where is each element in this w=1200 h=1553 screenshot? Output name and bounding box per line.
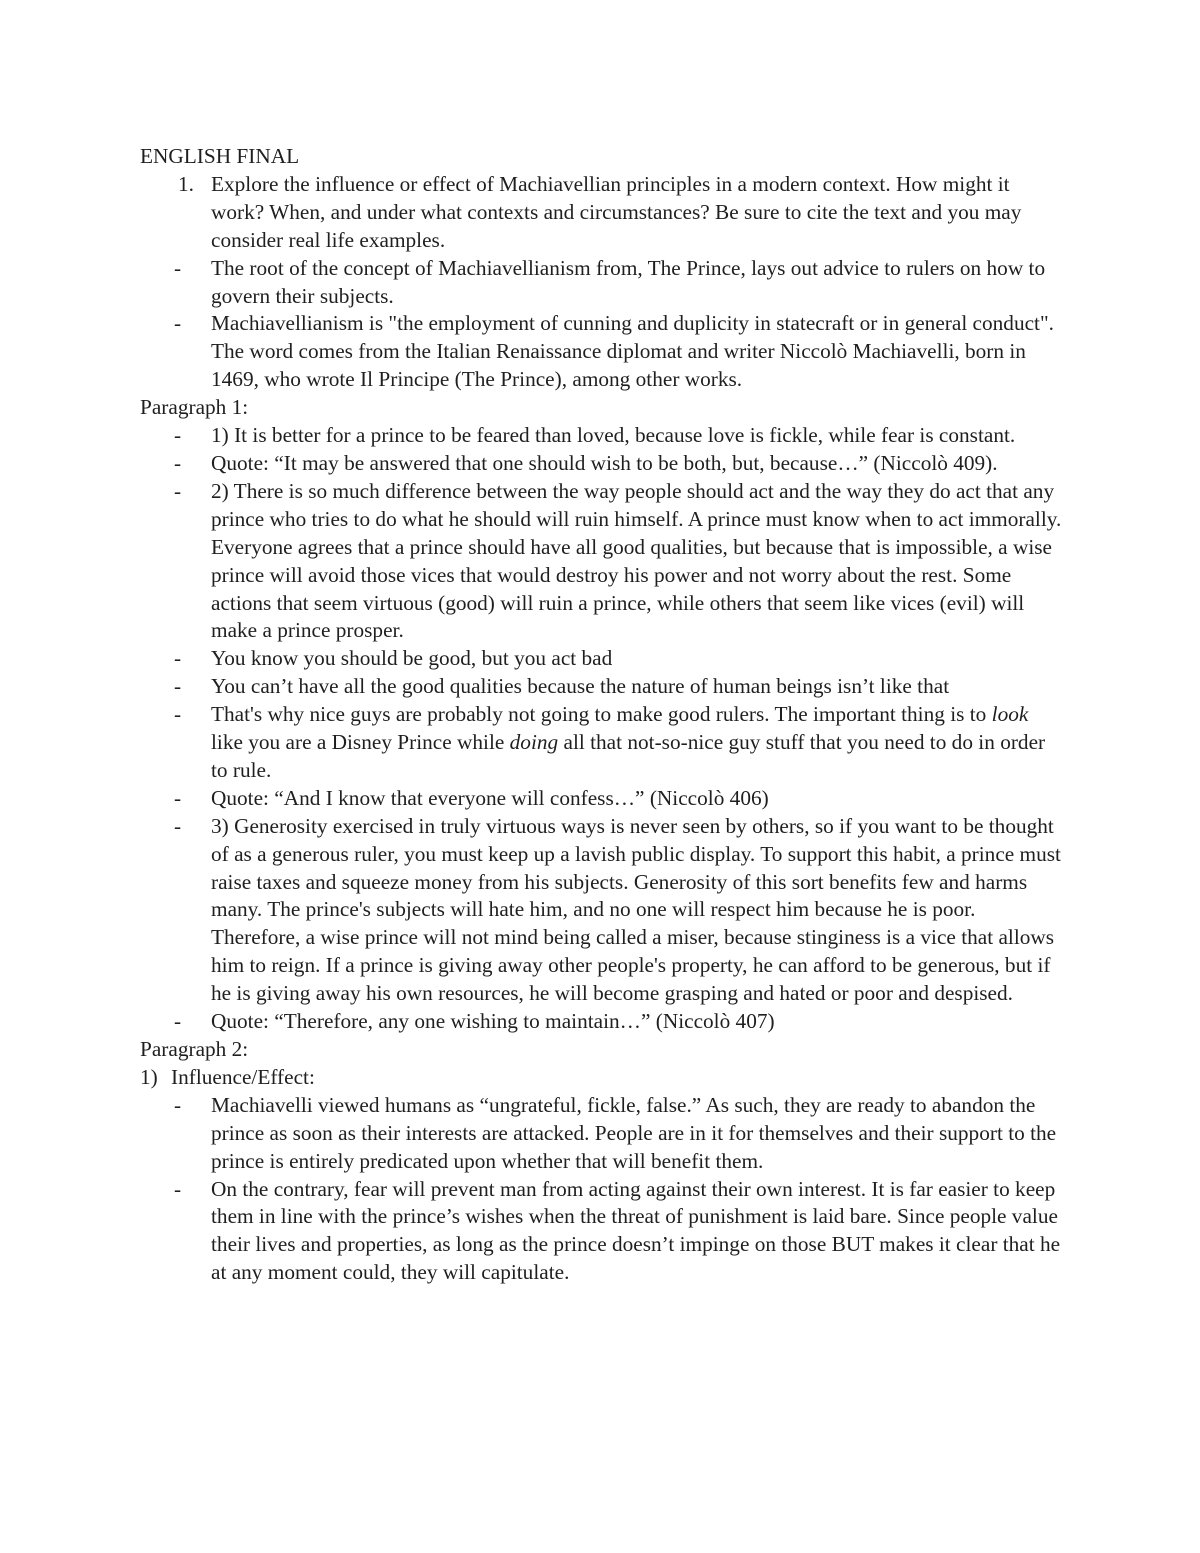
p1-bullet-text: 3) Generosity exercised in truly virtuous ways is never seen by others, so if you want to be thought of as a generous ruler, you must keep up a lavish public display. To support this habit, a prince must raise taxes and squeeze money from his subjects. Generosity of this sort benefits few and harms many. The prince's subjects will hate him, and no one will respect him because he is poor. Therefore, a wise prince will not mind being called a miser, because stinginess is a vice that allows him to reign. If a prince is giving away other people's property, he can afford to be generous, but if he is giving away his own resources, he will become grasping and hated or poor and despised.: [211, 813, 1061, 1006]
intro-bullet-text: The root of the concept of Machiavellianism from, The Prince, lays out advice to rulers on how to govern their subjects.: [211, 255, 1046, 308]
list-item: [140, 785, 1065, 813]
nice-guys-emphasis-doing: doing: [509, 730, 559, 755]
p1-bullet-text: Quote: “And I know that everyone will confess…” (Niccolò 406): [211, 785, 769, 810]
list-item: [140, 310, 1065, 394]
p1-bullet-text: You can’t have all the good qualities because the nature of human beings isn’t like that: [211, 674, 950, 699]
bullet-dash: -: [174, 1092, 182, 1117]
p2-bullet-text: On the contrary, fear will prevent man from acting against their own interest. It is far easier to keep them in line with the prince’s wishes when the threat of punishment is laid bare. Since people value their lives and properties, as long as the prince doesn’t impinge on those BUT makes it clear that he at any moment could, they will capitulate.: [211, 1176, 1061, 1285]
list-item: [140, 450, 1065, 478]
list-item: [140, 673, 1065, 701]
p1-bullet-text: 2) There is so much difference between the way people should act and the way they do act that any prince who tries to do what he should will ruin himself. A prince must know when to act immorally. Everyone agrees that a prince should have all good qualities, but because that is impossible, a wise prince will avoid those vices that would destroy his power and not worry about the rest. Some actions that seem virtuous (good) will ruin a prince, while others that seem like vices (evil) will make a prince prosper.: [211, 478, 1062, 643]
p2-bullet-text: Machiavelli viewed humans as “ungrateful, fickle, false.” As such, they are ready to abandon the prince as soon as their interests are attacked. People are in it for themselves and their support to the prince is entirely predicated upon whether that will benefit them.: [211, 1092, 1057, 1173]
nice-guys-part3: all that not-so-nice guy stuff that you need to do in order to rule.: [211, 730, 1046, 782]
p2-sub-number: 1): [140, 1064, 158, 1089]
bullet-dash: -: [174, 674, 182, 699]
bullet-dash: -: [174, 450, 182, 475]
list-item: [140, 1176, 1065, 1288]
nice-guys-part2: like you are a Disney Prince while: [211, 730, 510, 755]
p1-bullet-text: 1) It is better for a prince to be feared than loved, because love is fickle, while fear is constant.: [211, 423, 1016, 448]
p2-subheading-item: [140, 1064, 1065, 1092]
nice-guys-part1: That's why nice guys are probably not going to make good rulers. The important thing is to: [211, 702, 992, 727]
p1-bullet-text: Quote: “Therefore, any one wishing to maintain…” (Niccolò 407): [211, 1009, 775, 1034]
bullet-dash: -: [174, 702, 182, 727]
p1-bullet-text: You know you should be good, but you act bad: [211, 646, 613, 671]
p2-sub-heading: Influence/Effect:: [171, 1064, 315, 1089]
paragraph2-heading: Paragraph 2:: [140, 1037, 249, 1061]
list-item: [140, 701, 1065, 785]
list-item: [140, 422, 1065, 450]
document-title: ENGLISH FINAL: [140, 144, 300, 168]
nice-guys-emphasis-look: look: [991, 702, 1029, 727]
document-body: [140, 143, 1065, 1287]
question-number: 1.: [178, 171, 194, 196]
bullet-dash: -: [174, 311, 182, 336]
bullet-dash: -: [174, 813, 182, 838]
paragraph1-heading: Paragraph 1:: [140, 395, 249, 420]
list-item: [140, 813, 1065, 1008]
bullet-dash: -: [174, 255, 182, 280]
p1-bullet-text: Quote: “It may be answered that one should wish to be both, but, because…” (Niccolò 409).: [211, 450, 998, 475]
bullet-dash: -: [174, 646, 182, 671]
bullet-dash: -: [174, 785, 182, 810]
bullet-dash: -: [174, 478, 182, 503]
list-item: [140, 1092, 1065, 1176]
nice-guys-text: [211, 702, 1045, 782]
intro-bullet-text: Machiavellianism is "the employment of cunning and duplicity in statecraft or in general conduct". The word comes from the Italian Renaissance diplomat and writer Niccolò Machiavelli, born in 1469, who wrote Il Principe (The Prince), among other works.: [211, 311, 1054, 392]
list-item: [140, 255, 1065, 311]
bullet-dash: -: [174, 423, 182, 448]
question-item: [140, 171, 1065, 255]
list-item: [140, 478, 1065, 645]
list-item: [140, 1008, 1065, 1036]
bullet-dash: -: [174, 1176, 182, 1201]
question-text: Explore the influence or effect of Machiavellian principles in a modern context. How might it work? When, and under what contexts and circumstances? Be sure to cite the text and you may consider real life examples.: [211, 171, 1022, 252]
list-item: [140, 645, 1065, 673]
bullet-dash: -: [174, 1009, 182, 1034]
